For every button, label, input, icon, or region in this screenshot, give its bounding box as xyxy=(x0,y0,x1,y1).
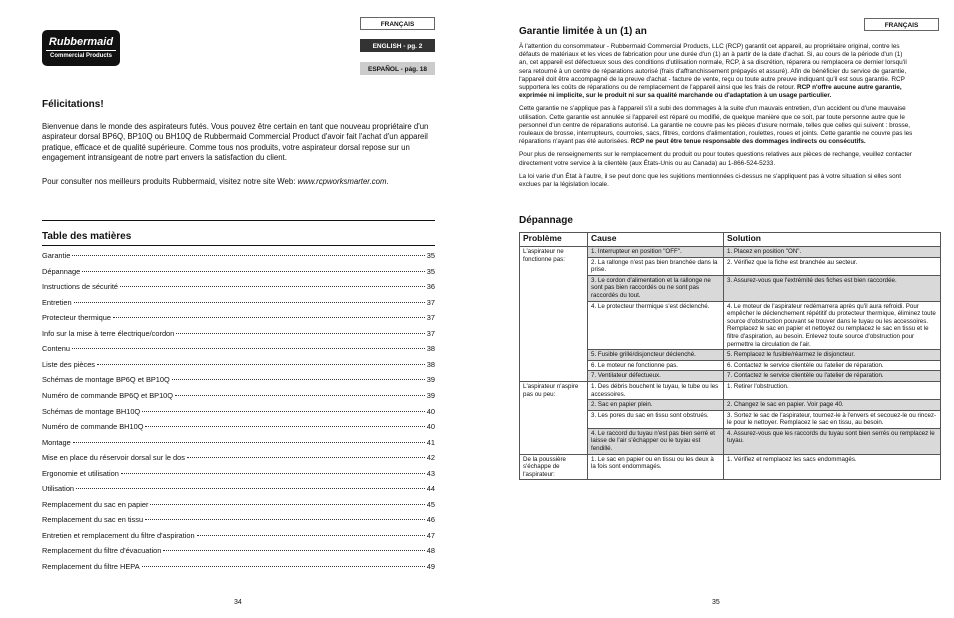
toc-item-title: Remplacement du sac en papier xyxy=(42,499,149,509)
toc-item[interactable] xyxy=(42,500,435,510)
toc-item[interactable] xyxy=(42,546,435,556)
header-solution: Solution xyxy=(724,233,941,247)
toc-item-title: Remplacement du sac en tissu xyxy=(42,515,144,525)
toc-item-page: 43 xyxy=(426,468,435,478)
toc-item-page: 44 xyxy=(426,484,435,494)
toc-item-page: 39 xyxy=(426,375,435,385)
warranty-title: Garantie limitée à un (1) an xyxy=(519,26,647,37)
warranty-p1-text: À l'attention du consommateur - Rubbermaid Commercial Products, LLC (RCP) garantit cet appareil, au propriétaire original, contre les défauts de matériaux et les vices de fabrication pour une durée d'un (1) an à partir de la date d'achat. Si, au cours de la période d'un (1) an, cet appareil est défectueux sous des conditions d'utilisation normale, RCP, à sa discrétion, réparera ou remplacera ce dernier lorsqu'il sera retourné à un centre de réparations autorisé (frais d'affranchissement prépayés et assuré). Afin de bénéficier du service de garantie, l'appareil doit être accompagné de la preuve d'achat - facture de vente, reçu ou toute autre preuve indiquant qu'il est sous garantie. RCP supportera les coûts de réparations ou de remplacement de l'appareil ainsi que les frais de retour. xyxy=(519,43,907,92)
warranty-paragraph-1 xyxy=(519,43,913,100)
solution-cell: 1. Vérifiez et remplacez les sacs endommagés. xyxy=(724,454,941,480)
solution-cell: 3. Assurez-vous que l'extrémité des fiches est bien raccordée. xyxy=(724,275,941,301)
toc-item[interactable] xyxy=(42,531,435,541)
toc-item-page: 45 xyxy=(426,499,435,509)
logo-line2: Commercial Products xyxy=(46,50,116,59)
toc-leader-dots xyxy=(142,566,425,567)
problem-cell: L'aspirateur ne fonctionne pas: xyxy=(520,247,588,382)
toc-item-title: Schémas de montage BH10Q xyxy=(42,406,141,416)
lang-tab-francais[interactable]: FRANÇAIS xyxy=(360,17,435,30)
toc-item-title: Numéro de commande BH10Q xyxy=(42,422,144,432)
solution-cell: 4. Le moteur de l'aspirateur redémarrera après qu'il aura refroidi. Pour empêcher le déclenchement répétitif du protecteur thermique, éliminez toute source d'obstruction pouvant se trouver dans le tuyau ou les accessoires. Remplacez le sac en papier et nettoyez ou remplacez le sac en tissu et le filtre d'aspiration, au besoin. Enlevez toute source d'obstruction pour permettre la circulation de l'air. xyxy=(724,301,941,350)
toc-item-page: 48 xyxy=(426,546,435,556)
solution-cell: 4. Assurez-vous que les raccords du tuyau sont bien serrés ou remplacez le tuyau. xyxy=(724,428,941,454)
header-problem: Problème xyxy=(520,233,588,247)
toc-item-page: 47 xyxy=(426,530,435,540)
toc-divider xyxy=(42,245,435,246)
toc-item-page: 38 xyxy=(426,344,435,354)
toc-item-title: Montage xyxy=(42,437,71,447)
toc-item[interactable] xyxy=(42,375,435,385)
toc-item[interactable] xyxy=(42,267,435,277)
toc-item-page: 35 xyxy=(426,251,435,260)
logo-line1: Rubbermaid xyxy=(48,36,114,48)
toc-item-title: Entretien xyxy=(42,297,72,307)
warranty-body xyxy=(519,43,913,189)
page-number-left: 34 xyxy=(234,599,242,606)
cause-cell: 2. La rallonge n'est pas bien branchée dans la prise. xyxy=(588,257,724,275)
cause-cell: 3. Les pores du sac en tissu sont obstrués. xyxy=(588,410,724,428)
toc-item[interactable] xyxy=(42,562,435,572)
warranty-paragraph-3: Pour plus de renseignements sur le remplacement du produit ou pour toutes questions relatives aux pièces de rechange, veuillez contacter directement votre service à la clientèle (aux États-Unis ou au Canada) au 1-866-524-5233. xyxy=(519,151,912,167)
toc-item-page: 37 xyxy=(426,328,435,338)
lang-tab-espanol[interactable]: ESPAÑOL - pág. 18 xyxy=(360,62,435,75)
toc-item-title: Info sur la mise à terre électrique/cordon xyxy=(42,328,175,338)
table-header-row xyxy=(520,233,941,247)
table-row xyxy=(520,247,941,258)
toc-item[interactable] xyxy=(42,453,435,463)
toc-item-title: Protecteur thermique xyxy=(42,313,112,323)
toc-leader-dots xyxy=(121,473,425,474)
toc-item[interactable] xyxy=(42,329,435,339)
troubleshooting-table xyxy=(519,232,941,480)
right-page xyxy=(477,0,954,618)
toc-item-title: Entretien et remplacement du filtre d'aspiration xyxy=(42,530,195,540)
toc-item-title: Remplacement du filtre d'évacuation xyxy=(42,546,162,556)
solution-cell: 6. Contactez le service clientèle ou l'atelier de réparation. xyxy=(724,360,941,371)
toc-item[interactable] xyxy=(42,251,435,261)
cause-cell: 4. Le raccord du tuyau n'est pas bien serré et laisse de l'air s'échapper ou le tuyau est fendillé. xyxy=(588,428,724,454)
solution-cell: 3. Sortez le sac de l'aspirateur, tournez-le à l'envers et secouez-le ou rincez-le pour le nettoyer. Remplacez le sac en tissu, au besoin. xyxy=(724,410,941,428)
toc-item-page: 40 xyxy=(426,422,435,432)
warranty-p2-text: Cette garantie ne s'applique pas à l'appareil s'il a subi des dommages à la suite d'un mauvais entretien, d'un accident ou d'une mauvaise utilisation. Cette garantie est annulée si l'appareil est réparé ou modifié, de quelque manière que ce soit, par toute personne autre que le personnel d'un centre de réparations autorisé. La garantie ne couvre pas les pièces d'usure normale, telles que celles qui suivent : brosse, rouleaux de brosse, interrupteurs, courroies, sacs, filtres, cordons d'alimentation, roulettes, roues et joints. Cette garantie ne couvre pas les réparations n'ayant pas été autorisées. xyxy=(519,105,913,146)
toc-item[interactable] xyxy=(42,298,435,308)
toc-item-page: 41 xyxy=(426,437,435,447)
toc-leader-dots xyxy=(72,255,424,256)
cause-cell: 3. Le cordon d'alimentation et la rallonge ne sont pas bien raccordés ou ne sont pas raccordés du tout. xyxy=(588,275,724,301)
toc-leader-dots xyxy=(76,488,425,489)
toc-item[interactable] xyxy=(42,391,435,401)
congrats-title: Félicitations! xyxy=(42,99,104,110)
toc-item[interactable] xyxy=(42,344,435,354)
toc-leader-dots xyxy=(74,302,425,303)
toc-item-page: 46 xyxy=(426,515,435,525)
toc-leader-dots xyxy=(72,348,425,349)
toc-item[interactable] xyxy=(42,407,435,417)
welcome-text: Bienvenue dans le monde des aspirateurs futés. Vous pouvez être certain en tant que nouveau propriétaire d'un aspirateur dorsal BP6Q, BP10Q ou BH10Q de Rubbermaid Commercial Product d'avoir fait l'achat d'un appareil pratique, efficace et de qualité supérieure. Comme tous nos produits, votre aspirateur dorsal repose sur un engagement intransigeant de notre part envers la satisfaction du client. xyxy=(42,122,429,162)
toc-item-page: 49 xyxy=(426,562,435,571)
website-text: Pour consulter nos meilleurs produits Rubbermaid, visitez notre site Web: xyxy=(42,177,298,186)
problem-cell: L'aspirateur n'aspire pas ou peu: xyxy=(520,381,588,454)
solution-cell: 2. Vérifiez que la fiche est branchée au secteur. xyxy=(724,257,941,275)
solution-cell: 5. Remplacez le fusible/réarmez le disjoncteur. xyxy=(724,350,941,361)
toc-item-title: Liste des pièces xyxy=(42,359,95,369)
cause-cell: 6. Le moteur ne fonctionne pas. xyxy=(588,360,724,371)
toc-item-page: 37 xyxy=(426,313,435,323)
toc-leader-dots xyxy=(197,535,425,536)
toc-item-page: 35 xyxy=(426,266,435,276)
warranty-p1-bold: RCP n'offre aucune autre garantie, exprimée ni implicite, sur le produit ni sur sa qualité marchande ou d'adaptation à un usage particulier. xyxy=(519,84,902,100)
solution-cell: 1. Retirer l'obstruction. xyxy=(724,381,941,399)
cause-cell: 1. Des débris bouchent le tuyau, le tube ou les accessoires. xyxy=(588,381,724,399)
cause-cell: 5. Fusible grillé/disjoncteur déclenché. xyxy=(588,350,724,361)
website-link[interactable]: www.rcpworksmarter.com xyxy=(297,177,387,186)
toc-leader-dots xyxy=(113,317,425,318)
solution-cell: 1. Placez en position "ON". xyxy=(724,247,941,258)
toc-leader-dots xyxy=(73,442,425,443)
toc-item[interactable] xyxy=(42,438,435,448)
toc-leader-dots xyxy=(150,504,424,505)
header-cause: Cause xyxy=(588,233,724,247)
warranty-p2-bold: RCP ne peut être tenue responsable des dommages indirects ou consécutifs. xyxy=(630,138,866,146)
toc-leader-dots xyxy=(187,457,425,458)
website-paragraph xyxy=(42,177,437,187)
toc-item[interactable] xyxy=(42,422,435,432)
toc-item-page: 40 xyxy=(426,406,435,416)
toc-item[interactable] xyxy=(42,282,435,292)
cause-cell: 2. Sac en papier plein. xyxy=(588,400,724,411)
cause-cell: 4. Le protecteur thermique s'est déclenché. xyxy=(588,301,724,350)
toc-item[interactable] xyxy=(42,469,435,479)
toc-leader-dots xyxy=(142,411,425,412)
toc-item-page: 38 xyxy=(426,359,435,369)
toc-leader-dots xyxy=(145,519,425,520)
toc-item[interactable] xyxy=(42,360,435,370)
toc-item-title: Numéro de commande BP6Q et BP10Q xyxy=(42,390,174,400)
toc-leader-dots xyxy=(145,426,424,427)
website-end: . xyxy=(386,177,389,186)
toc-item[interactable] xyxy=(42,313,435,323)
toc-item[interactable] xyxy=(42,515,435,525)
toc-leader-dots xyxy=(97,364,425,365)
troubleshooting-title: Dépannage xyxy=(519,215,573,226)
toc-leader-dots xyxy=(172,379,425,380)
toc-leader-dots xyxy=(175,395,425,396)
page-number-right: 35 xyxy=(712,599,720,606)
toc-leader-dots xyxy=(176,333,424,334)
warranty-paragraph-2 xyxy=(519,105,913,146)
cause-cell: 1. Le sac en papier ou en tissu ou les deux à la fois sont endommagés. xyxy=(588,454,724,480)
toc-leader-dots xyxy=(120,286,425,287)
toc-item-page: 42 xyxy=(426,453,435,463)
section-divider xyxy=(42,220,435,221)
lang-tab-francais-right[interactable]: FRANÇAIS xyxy=(864,18,939,31)
toc-leader-dots xyxy=(163,550,424,551)
rubbermaid-logo xyxy=(42,30,120,66)
toc-item-title: Ergonomie et utilisation xyxy=(42,468,119,478)
toc-item-title: Instructions de sécurité xyxy=(42,282,118,292)
toc-item-title: Contenu xyxy=(42,344,70,354)
toc-leader-dots xyxy=(82,271,425,272)
toc-item-title: Mise en place du réservoir dorsal sur le dos xyxy=(42,453,185,463)
table-row xyxy=(520,454,941,480)
toc-item-title: Dépannage xyxy=(42,266,81,276)
toc-item-title: Remplacement du filtre HEPA xyxy=(42,562,140,571)
toc-item[interactable] xyxy=(42,484,435,494)
toc-item-title: Garantie xyxy=(42,251,71,260)
solution-cell: 2. Changez le sac en papier. Voir page 40. xyxy=(724,400,941,411)
cause-cell: 1. Interrupteur en position "OFF". xyxy=(588,247,724,258)
toc-item-page: 37 xyxy=(426,297,435,307)
toc-item-title: Utilisation xyxy=(42,484,75,494)
toc-item-title: Schémas de montage BP6Q et BP10Q xyxy=(42,375,170,385)
solution-cell: 7. Contactez le service clientèle ou l'atelier de réparation. xyxy=(724,371,941,382)
cause-cell: 7. Ventilateur défectueux. xyxy=(588,371,724,382)
toc-item-page: 39 xyxy=(426,390,435,400)
lang-tab-english[interactable]: ENGLISH - pg. 2 xyxy=(360,39,435,52)
problem-cell: De la poussière s'échappe de l'aspirateur: xyxy=(520,454,588,480)
table-row xyxy=(520,381,941,399)
warranty-paragraph-4: La loi varie d'un État à l'autre, il se peut donc que les sujétions mentionnées ci-dessus ne s'appliquent pas à votre situation si elles sont exclues par la législation locale. xyxy=(519,172,901,189)
toc-title: Table des matières xyxy=(42,231,132,242)
toc-item-page: 36 xyxy=(426,282,435,292)
